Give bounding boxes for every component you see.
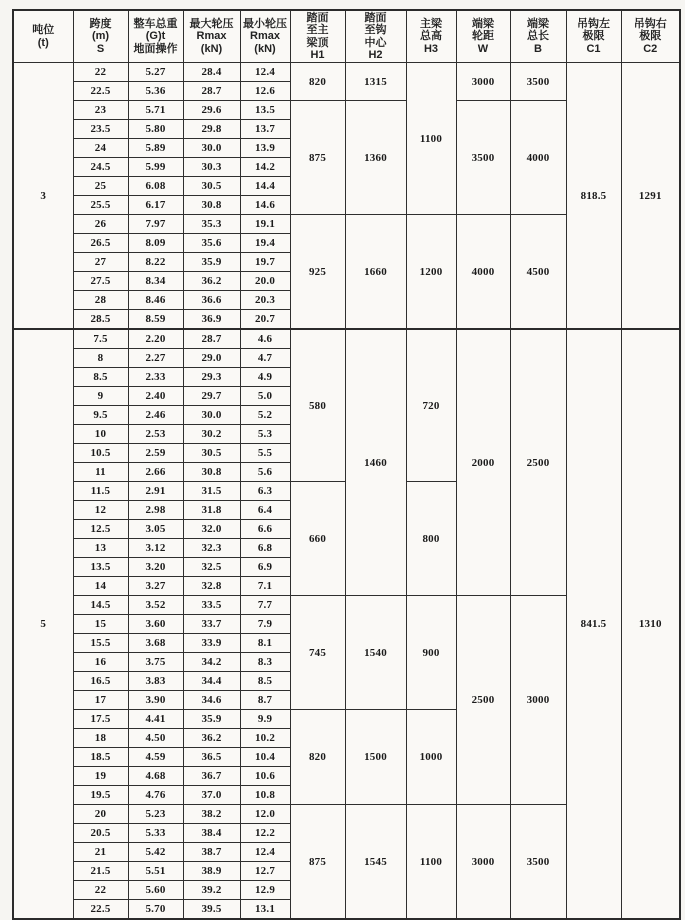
cell-b: 4500 <box>510 215 566 330</box>
header-cell-h2 <box>345 10 406 63</box>
cell-weight: 6.08 <box>128 177 183 196</box>
cell-h1: 875 <box>290 101 345 215</box>
cell-rmin: 12.6 <box>240 82 290 101</box>
cell-rmax: 32.5 <box>183 558 240 577</box>
cell-rmin: 5.0 <box>240 387 290 406</box>
cell-weight: 3.75 <box>128 653 183 672</box>
cell-rmin: 13.9 <box>240 139 290 158</box>
cell-span: 17.5 <box>73 710 128 729</box>
cell-weight: 3.27 <box>128 577 183 596</box>
cell-rmin: 10.8 <box>240 786 290 805</box>
cell-rmin: 4.9 <box>240 368 290 387</box>
cell-rmax: 30.5 <box>183 444 240 463</box>
crane-spec-table <box>12 9 681 920</box>
cell-weight: 8.59 <box>128 310 183 330</box>
cell-w: 4000 <box>456 215 510 330</box>
cell-rmax: 29.3 <box>183 368 240 387</box>
cell-rmin: 7.1 <box>240 577 290 596</box>
header-line: (kN) <box>200 42 223 55</box>
header-cell-rmin <box>240 10 290 63</box>
header-cell-weight <box>128 10 183 63</box>
cell-rmax: 29.0 <box>183 349 240 368</box>
cell-span: 22.5 <box>73 82 128 101</box>
table-header-row <box>13 10 680 63</box>
cell-rmax: 33.5 <box>183 596 240 615</box>
cell-rmin: 7.9 <box>240 615 290 634</box>
cell-b: 4000 <box>510 101 566 215</box>
header-line: B <box>534 42 542 55</box>
cell-span: 26 <box>73 215 128 234</box>
cell-b: 3500 <box>510 805 566 920</box>
cell-weight: 5.51 <box>128 862 183 881</box>
cell-rmin: 12.2 <box>240 824 290 843</box>
cell-h3: 1100 <box>406 63 456 215</box>
cell-rmin: 19.4 <box>240 234 290 253</box>
cell-weight: 5.36 <box>128 82 183 101</box>
cell-w: 2500 <box>456 596 510 805</box>
cell-span: 21 <box>73 843 128 862</box>
cell-h2: 1500 <box>345 710 406 805</box>
cell-span: 22 <box>73 881 128 900</box>
cell-weight: 2.40 <box>128 387 183 406</box>
cell-weight: 5.80 <box>128 120 183 139</box>
cell-span: 28.5 <box>73 310 128 330</box>
header-line: 吨位 <box>32 24 55 36</box>
cell-rmax: 35.6 <box>183 234 240 253</box>
cell-h3: 1100 <box>406 805 456 920</box>
cell-rmin: 8.1 <box>240 634 290 653</box>
cell-weight: 2.46 <box>128 406 183 425</box>
cell-w: 2000 <box>456 329 510 596</box>
header-line: 端梁 <box>472 17 494 30</box>
header-line: 极限 <box>582 30 605 43</box>
cell-rmax: 30.2 <box>183 425 240 444</box>
cell-rmax: 31.8 <box>183 501 240 520</box>
header-line: C1 <box>586 42 601 55</box>
cell-rmax: 36.2 <box>183 272 240 291</box>
cell-weight: 4.41 <box>128 710 183 729</box>
cell-span: 10.5 <box>73 444 128 463</box>
cell-rmax: 36.5 <box>183 748 240 767</box>
header-cell-rmax <box>183 10 240 63</box>
cell-rmin: 5.2 <box>240 406 290 425</box>
cell-rmax: 33.7 <box>183 615 240 634</box>
cell-rmax: 29.7 <box>183 387 240 406</box>
cell-rmax: 32.0 <box>183 520 240 539</box>
cell-h1: 660 <box>290 482 345 596</box>
cell-span: 16.5 <box>73 672 128 691</box>
cell-rmin: 14.6 <box>240 196 290 215</box>
cell-rmax: 30.5 <box>183 177 240 196</box>
cell-rmax: 28.7 <box>183 329 240 349</box>
cell-weight: 5.60 <box>128 881 183 900</box>
cell-rmax: 30.3 <box>183 158 240 177</box>
cell-rmax: 30.8 <box>183 196 240 215</box>
header-line: H3 <box>423 42 439 55</box>
header-line: 至主 <box>306 24 329 36</box>
header-cell-b <box>510 10 566 63</box>
cell-span: 27 <box>73 253 128 272</box>
cell-weight: 8.22 <box>128 253 183 272</box>
cell-span: 24 <box>73 139 128 158</box>
cell-span: 14 <box>73 577 128 596</box>
header-line: (m) <box>91 30 110 43</box>
cell-rmax: 32.8 <box>183 577 240 596</box>
cell-c1: 841.5 <box>566 329 621 919</box>
header-cell-tonnage <box>13 10 73 63</box>
cell-rmin: 10.6 <box>240 767 290 786</box>
cell-weight: 4.68 <box>128 767 183 786</box>
cell-weight: 3.68 <box>128 634 183 653</box>
cell-rmin: 13.1 <box>240 900 290 920</box>
cell-rmin: 8.3 <box>240 653 290 672</box>
cell-rmin: 6.8 <box>240 539 290 558</box>
cell-span: 12 <box>73 501 128 520</box>
cell-span: 11 <box>73 463 128 482</box>
cell-h1: 820 <box>290 710 345 805</box>
cell-w: 3500 <box>456 101 510 215</box>
cell-b: 3000 <box>510 596 566 805</box>
cell-rmin: 12.7 <box>240 862 290 881</box>
cell-rmax: 36.7 <box>183 767 240 786</box>
cell-rmin: 4.6 <box>240 329 290 349</box>
cell-rmax: 39.2 <box>183 881 240 900</box>
cell-rmin: 13.7 <box>240 120 290 139</box>
cell-span: 12.5 <box>73 520 128 539</box>
header-line: 总长 <box>527 30 549 43</box>
header-line: 最小轮压 <box>243 17 287 30</box>
cell-span: 13 <box>73 539 128 558</box>
cell-rmax: 36.6 <box>183 291 240 310</box>
cell-w: 3000 <box>456 63 510 101</box>
cell-rmax: 30.0 <box>183 406 240 425</box>
cell-h2: 1460 <box>345 329 406 596</box>
header-line: H1 <box>310 49 325 61</box>
cell-span: 20.5 <box>73 824 128 843</box>
cell-weight: 5.89 <box>128 139 183 158</box>
cell-rmin: 12.0 <box>240 805 290 824</box>
cell-rmin: 8.5 <box>240 672 290 691</box>
header-line: 轮距 <box>472 30 494 43</box>
cell-rmin: 5.6 <box>240 463 290 482</box>
cell-span: 8 <box>73 349 128 368</box>
cell-span: 14.5 <box>73 596 128 615</box>
header-line: Rmax <box>196 30 227 43</box>
cell-rmin: 12.9 <box>240 881 290 900</box>
cell-h3: 720 <box>406 329 456 482</box>
cell-weight: 2.66 <box>128 463 183 482</box>
cell-rmax: 31.5 <box>183 482 240 501</box>
cell-rmin: 7.7 <box>240 596 290 615</box>
header-line: 端梁 <box>527 17 549 30</box>
cell-weight: 5.33 <box>128 824 183 843</box>
cell-h1: 580 <box>290 329 345 482</box>
cell-weight: 2.53 <box>128 425 183 444</box>
cell-rmin: 10.4 <box>240 748 290 767</box>
cell-span: 28 <box>73 291 128 310</box>
cell-weight: 2.91 <box>128 482 183 501</box>
header-cell-h1 <box>290 10 345 63</box>
table-body <box>13 63 680 920</box>
cell-h2: 1540 <box>345 596 406 710</box>
cell-span: 13.5 <box>73 558 128 577</box>
cell-rmin: 6.9 <box>240 558 290 577</box>
header-line: 地面操作 <box>133 42 178 55</box>
cell-span: 8.5 <box>73 368 128 387</box>
cell-rmax: 34.4 <box>183 672 240 691</box>
header-cell-h3 <box>406 10 456 63</box>
cell-span: 26.5 <box>73 234 128 253</box>
header-line: S <box>96 42 105 55</box>
cell-rmin: 9.9 <box>240 710 290 729</box>
cell-span: 19 <box>73 767 128 786</box>
header-line: 总高 <box>420 30 442 43</box>
cell-weight: 3.90 <box>128 691 183 710</box>
cell-weight: 2.98 <box>128 501 183 520</box>
cell-rmax: 38.9 <box>183 862 240 881</box>
cell-rmin: 4.7 <box>240 349 290 368</box>
cell-rmax: 35.9 <box>183 253 240 272</box>
cell-weight: 5.71 <box>128 101 183 120</box>
cell-weight: 3.20 <box>128 558 183 577</box>
header-line: H2 <box>368 49 383 61</box>
cell-h1: 875 <box>290 805 345 920</box>
cell-rmin: 6.6 <box>240 520 290 539</box>
header-line: (G)t <box>145 30 166 43</box>
header-line: (kN) <box>254 42 276 55</box>
cell-h3: 1200 <box>406 215 456 330</box>
cell-rmin: 20.0 <box>240 272 290 291</box>
cell-span: 22 <box>73 63 128 82</box>
cell-rmin: 20.7 <box>240 310 290 330</box>
cell-rmin: 5.5 <box>240 444 290 463</box>
cell-h2: 1360 <box>345 101 406 215</box>
header-line: 梁顶 <box>306 36 329 49</box>
cell-span: 7.5 <box>73 329 128 349</box>
cell-weight: 3.05 <box>128 520 183 539</box>
cell-rmin: 10.2 <box>240 729 290 748</box>
cell-weight: 6.17 <box>128 196 183 215</box>
cell-rmin: 12.4 <box>240 63 290 82</box>
table-row <box>13 329 680 349</box>
cell-rmax: 34.2 <box>183 653 240 672</box>
cell-h1: 925 <box>290 215 345 330</box>
cell-weight: 5.99 <box>128 158 183 177</box>
cell-rmax: 34.6 <box>183 691 240 710</box>
tonnage-cell: 3 <box>13 63 73 330</box>
header-cell-c1 <box>566 10 621 63</box>
cell-span: 18 <box>73 729 128 748</box>
cell-span: 27.5 <box>73 272 128 291</box>
cell-rmax: 39.5 <box>183 900 240 920</box>
header-cell-c2 <box>621 10 680 63</box>
cell-rmin: 12.4 <box>240 843 290 862</box>
header-line: 整车总重 <box>133 17 178 30</box>
cell-rmin: 14.4 <box>240 177 290 196</box>
cell-rmax: 35.3 <box>183 215 240 234</box>
header-line: 至钩 <box>364 24 387 36</box>
cell-span: 15 <box>73 615 128 634</box>
cell-rmax: 36.9 <box>183 310 240 330</box>
cell-weight: 2.33 <box>128 368 183 387</box>
cell-rmin: 19.1 <box>240 215 290 234</box>
header-line: Rmax <box>250 30 280 43</box>
cell-rmin: 5.3 <box>240 425 290 444</box>
cell-rmax: 38.4 <box>183 824 240 843</box>
cell-weight: 5.23 <box>128 805 183 824</box>
cell-weight: 2.59 <box>128 444 183 463</box>
table-row <box>13 63 680 82</box>
cell-weight: 4.76 <box>128 786 183 805</box>
cell-weight: 5.27 <box>128 63 183 82</box>
cell-span: 21.5 <box>73 862 128 881</box>
cell-span: 23.5 <box>73 120 128 139</box>
cell-weight: 4.59 <box>128 748 183 767</box>
cell-weight: 5.42 <box>128 843 183 862</box>
cell-rmin: 19.7 <box>240 253 290 272</box>
header-line: 主梁 <box>420 17 442 30</box>
cell-weight: 8.46 <box>128 291 183 310</box>
cell-rmax: 30.0 <box>183 139 240 158</box>
cell-span: 16 <box>73 653 128 672</box>
header-line: 踏面 <box>306 11 329 24</box>
cell-c1: 818.5 <box>566 63 621 330</box>
cell-h3: 800 <box>406 482 456 596</box>
cell-rmax: 35.9 <box>183 710 240 729</box>
cell-weight: 2.27 <box>128 349 183 368</box>
cell-rmax: 29.6 <box>183 101 240 120</box>
cell-span: 11.5 <box>73 482 128 501</box>
cell-h3: 1000 <box>406 710 456 805</box>
header-line: 吊钩左 <box>577 17 610 30</box>
cell-rmin: 8.7 <box>240 691 290 710</box>
cell-span: 17 <box>73 691 128 710</box>
cell-rmax: 36.2 <box>183 729 240 748</box>
cell-h3: 900 <box>406 596 456 710</box>
cell-weight: 8.34 <box>128 272 183 291</box>
cell-rmax: 29.8 <box>183 120 240 139</box>
cell-span: 25.5 <box>73 196 128 215</box>
cell-weight: 3.60 <box>128 615 183 634</box>
cell-rmax: 32.3 <box>183 539 240 558</box>
cell-h1: 820 <box>290 63 345 101</box>
cell-span: 18.5 <box>73 748 128 767</box>
header-line: W <box>477 42 489 55</box>
cell-rmin: 14.2 <box>240 158 290 177</box>
header-line: 踏面 <box>364 11 387 24</box>
cell-span: 9 <box>73 387 128 406</box>
cell-rmin: 6.4 <box>240 501 290 520</box>
cell-h2: 1660 <box>345 215 406 330</box>
header-line: 中心 <box>364 36 387 49</box>
cell-weight: 2.20 <box>128 329 183 349</box>
cell-c2: 1291 <box>621 63 680 330</box>
cell-span: 10 <box>73 425 128 444</box>
cell-span: 25 <box>73 177 128 196</box>
cell-h2: 1315 <box>345 63 406 101</box>
cell-span: 22.5 <box>73 900 128 920</box>
cell-rmax: 37.0 <box>183 786 240 805</box>
cell-rmax: 28.7 <box>183 82 240 101</box>
cell-weight: 7.97 <box>128 215 183 234</box>
cell-weight: 4.50 <box>128 729 183 748</box>
cell-w: 3000 <box>456 805 510 920</box>
cell-h2: 1545 <box>345 805 406 920</box>
cell-b: 2500 <box>510 329 566 596</box>
cell-weight: 3.52 <box>128 596 183 615</box>
cell-span: 23 <box>73 101 128 120</box>
cell-rmax: 33.9 <box>183 634 240 653</box>
cell-weight: 5.70 <box>128 900 183 920</box>
cell-rmin: 6.3 <box>240 482 290 501</box>
cell-rmin: 20.3 <box>240 291 290 310</box>
cell-b: 3500 <box>510 63 566 101</box>
header-line: 极限 <box>639 30 662 43</box>
cell-rmax: 38.7 <box>183 843 240 862</box>
header-line: (t) <box>37 36 49 49</box>
header-cell-span <box>73 10 128 63</box>
tonnage-cell: 5 <box>13 329 73 919</box>
header-cell-w <box>456 10 510 63</box>
cell-weight: 3.83 <box>128 672 183 691</box>
cell-weight: 8.09 <box>128 234 183 253</box>
cell-c2: 1310 <box>621 329 680 919</box>
cell-rmax: 38.2 <box>183 805 240 824</box>
header-line: 跨度 <box>89 17 112 30</box>
cell-weight: 3.12 <box>128 539 183 558</box>
cell-span: 24.5 <box>73 158 128 177</box>
cell-span: 20 <box>73 805 128 824</box>
cell-h1: 745 <box>290 596 345 710</box>
cell-rmax: 30.8 <box>183 463 240 482</box>
header-line: 吊钩右 <box>633 17 667 30</box>
cell-span: 19.5 <box>73 786 128 805</box>
header-line: 最大轮压 <box>189 17 234 30</box>
cell-rmin: 13.5 <box>240 101 290 120</box>
cell-rmax: 28.4 <box>183 63 240 82</box>
cell-span: 15.5 <box>73 634 128 653</box>
header-line: C2 <box>643 42 658 55</box>
cell-span: 9.5 <box>73 406 128 425</box>
